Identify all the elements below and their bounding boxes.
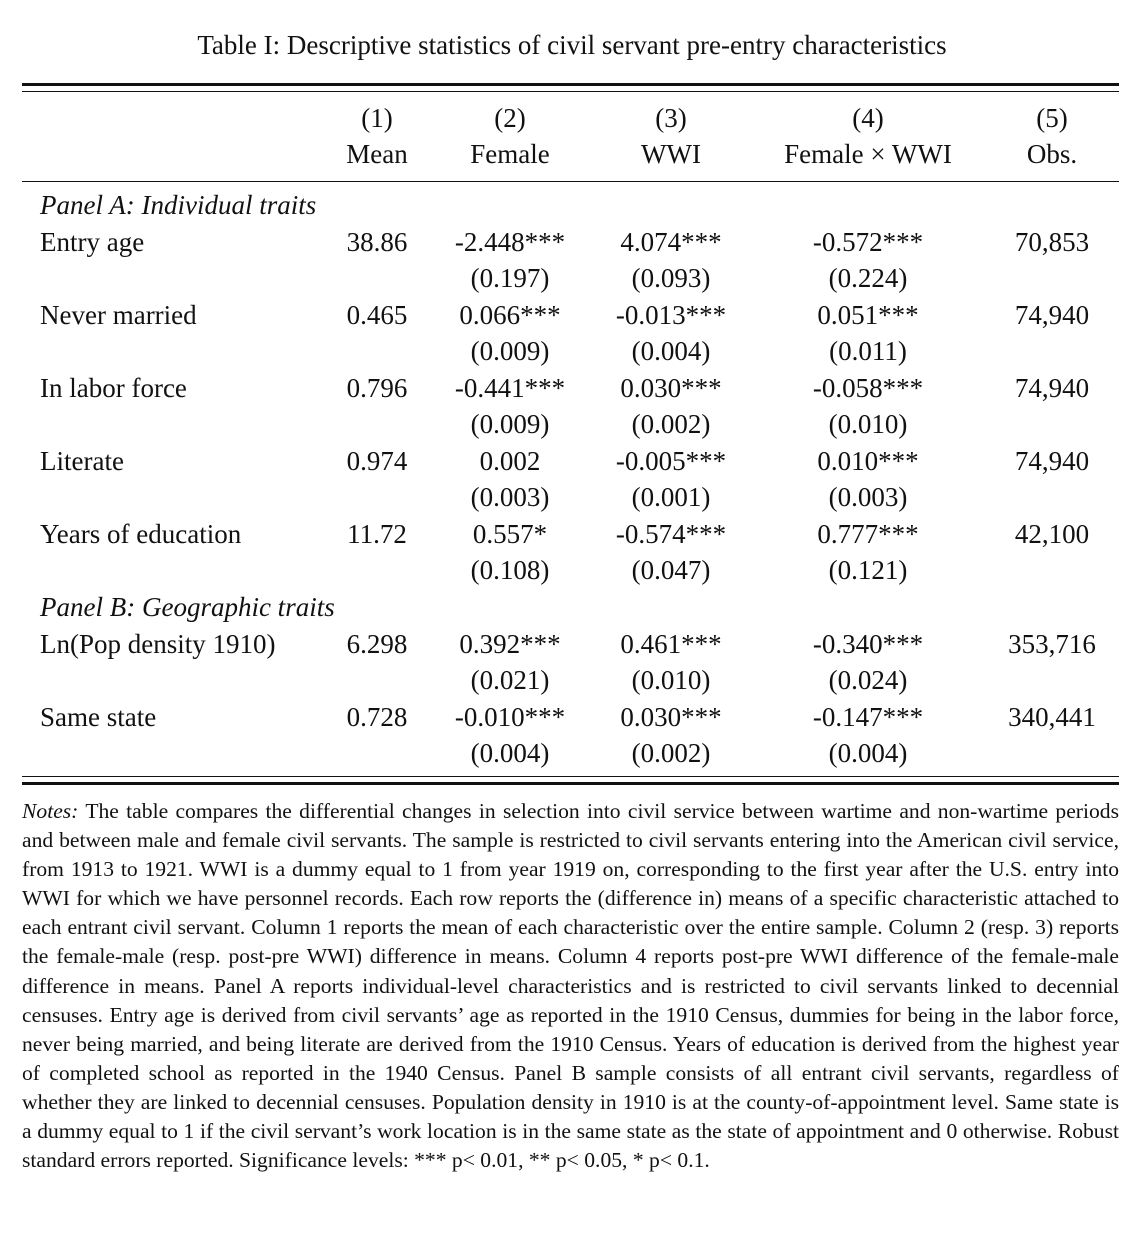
female-x-wwi-coef: -0.340*** [812, 629, 924, 659]
row-label-never-married: Never married [40, 300, 197, 330]
row-label-literate: Literate [40, 446, 124, 476]
wwi-se: (0.010) [631, 665, 711, 695]
female-x-wwi-se: (0.224) [828, 263, 908, 293]
obs-value: 70,853 [1014, 227, 1090, 257]
female-x-wwi-coef: 0.051*** [817, 300, 919, 330]
col3-number: (3) [655, 103, 687, 133]
col5-label: Obs. [1026, 139, 1078, 169]
obs-value: 42,100 [1014, 519, 1090, 549]
bottom-rule-1 [22, 776, 1119, 777]
mean-value: 0.974 [346, 446, 408, 476]
panel-a-title: Panel A: Individual traits [40, 190, 317, 220]
female-coef: -0.441*** [454, 373, 566, 403]
wwi-coef: 4.074*** [620, 227, 722, 257]
wwi-se: (0.001) [631, 482, 711, 512]
col1-label: Mean [346, 139, 408, 169]
header-rule [22, 181, 1119, 182]
row-label-entry-age: Entry age [40, 227, 145, 257]
col4-number: (4) [852, 103, 884, 133]
female-se: (0.004) [470, 738, 550, 768]
female-coef: -2.448*** [454, 227, 566, 257]
obs-value: 74,940 [1014, 446, 1090, 476]
wwi-coef: -0.574*** [615, 519, 727, 549]
mean-value: 0.465 [346, 300, 408, 330]
female-x-wwi-se: (0.010) [828, 409, 908, 439]
female-se: (0.108) [470, 555, 550, 585]
female-se: (0.009) [470, 409, 550, 439]
female-x-wwi-coef: -0.572*** [812, 227, 924, 257]
row-label-ln-pop-density: Ln(Pop density 1910) [40, 629, 276, 659]
panel-b-title: Panel B: Geographic traits [40, 592, 335, 622]
col3-label: WWI [641, 139, 701, 169]
mean-value: 38.86 [346, 227, 408, 257]
col2-label: Female [470, 139, 550, 169]
wwi-se: (0.002) [631, 738, 711, 768]
mean-value: 0.728 [346, 702, 408, 732]
female-coef: 0.392*** [459, 629, 561, 659]
wwi-se: (0.093) [631, 263, 711, 293]
wwi-se: (0.002) [631, 409, 711, 439]
female-x-wwi-se: (0.024) [828, 665, 908, 695]
obs-value: 353,716 [1008, 629, 1096, 659]
wwi-coef: 0.030*** [620, 702, 722, 732]
col4-label: Female × WWI [784, 139, 952, 169]
female-x-wwi-coef: 0.010*** [817, 446, 919, 476]
female-x-wwi-coef: -0.058*** [812, 373, 924, 403]
female-se: (0.021) [470, 665, 550, 695]
top-rule-1 [22, 83, 1119, 86]
mean-value: 11.72 [347, 519, 407, 549]
female-se: (0.197) [470, 263, 550, 293]
obs-value: 74,940 [1014, 300, 1090, 330]
female-coef: 0.002 [479, 446, 541, 476]
female-x-wwi-se: (0.004) [828, 738, 908, 768]
col1-number: (1) [361, 103, 393, 133]
obs-value: 340,441 [1008, 702, 1096, 732]
female-x-wwi-coef: -0.147*** [812, 702, 924, 732]
female-x-wwi-coef: 0.777*** [817, 519, 919, 549]
top-rule-2 [22, 91, 1119, 92]
female-se: (0.003) [470, 482, 550, 512]
col2-number: (2) [494, 103, 526, 133]
row-label-same-state: Same state [40, 702, 157, 732]
wwi-coef: -0.005*** [615, 446, 727, 476]
table-caption: Table I: Descriptive statistics of civil servant pre-entry characteristics [197, 30, 947, 60]
row-label-years-of-education: Years of education [40, 519, 242, 549]
wwi-coef: -0.013*** [615, 300, 727, 330]
obs-value: 74,940 [1014, 373, 1090, 403]
mean-value: 0.796 [346, 373, 408, 403]
bottom-rule-2 [22, 782, 1119, 785]
wwi-se: (0.047) [631, 555, 711, 585]
mean-value: 6.298 [346, 629, 408, 659]
female-x-wwi-se: (0.011) [829, 336, 907, 366]
wwi-se: (0.004) [631, 336, 711, 366]
wwi-coef: 0.030*** [620, 373, 722, 403]
col5-number: (5) [1036, 103, 1068, 133]
notes-text: The table compares the differential changes in selection into civil service between wartime and non-wartime periods and between male and female civil servants. The sample is restricted to civil servants entering into the American civil service, from 1913 to 1921. WWI is a dummy equal to 1 from year 1919 on, corresponding to the first year after the U.S. entry into WWI for which we have personnel records. Each row reports the (difference in) means of a specific characteristic attached to each entrant civil servant. Column 1 reports the mean of each characteristic over the entire sample. Column 2 (resp. 3) reports the female-male (resp. post-pre WWI) difference in means. Column 4 reports post-pre WWI difference of the female-male difference in means. Panel A reports individual-level characteristics and is restricted to civil servants linked to decennial censuses. Entry age is derived from civil servants’ age as reported in the 1910 Census, dummies for being in the labor force, never being married, and being literate are derived from the 1910 Census. Years of education is derived from the highest year of completed school as reported in the 1940 Census. Panel B sample consists of all entrant civil servants, regardless of whether they are linked to decennial censuses. Population density in 1910 is at the county-of-appointment level. Same state is a dummy equal to 1 if the civil servant’s work location is in the same state as the state of appointment and 0 otherwise. Robust standard errors reported. Significance levels: *** p< 0.01, ** p< 0.05, * p< 0.1. [22, 799, 1119, 1173]
table-notes [22, 797, 1119, 1175]
notes-label: Notes: [22, 799, 79, 823]
female-x-wwi-se: (0.121) [828, 555, 908, 585]
female-x-wwi-se: (0.003) [828, 482, 908, 512]
female-coef: 0.066*** [459, 300, 561, 330]
female-se: (0.009) [470, 336, 550, 366]
female-coef: -0.010*** [454, 702, 566, 732]
female-coef: 0.557* [472, 519, 548, 549]
wwi-coef: 0.461*** [620, 629, 722, 659]
row-label-in-labor-force: In labor force [40, 373, 187, 403]
